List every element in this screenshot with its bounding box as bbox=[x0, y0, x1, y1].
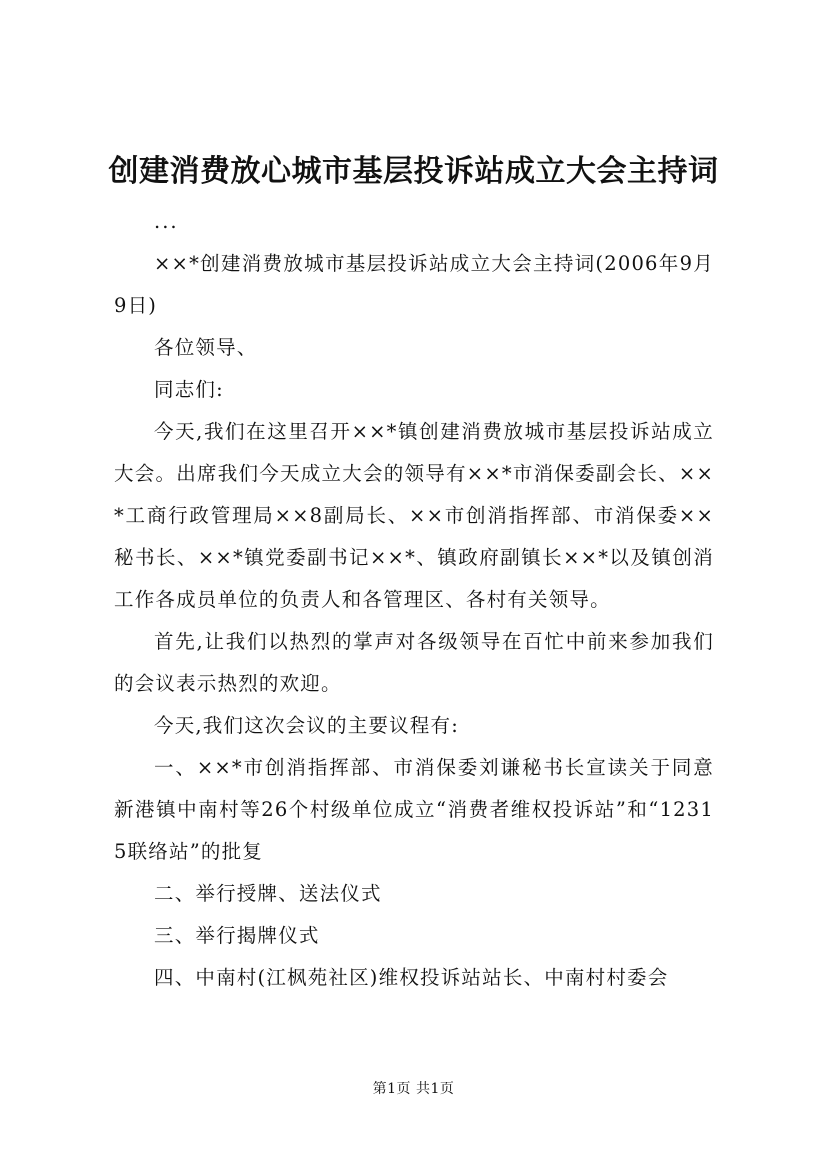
agenda-item-4: 四、中南村(江枫苑社区)维权投诉站站长、中南村村委会 bbox=[154, 966, 669, 989]
agenda-item-2: 二、举行授牌、送法仪式 bbox=[154, 882, 382, 905]
paragraph-salutation-comrades: 同志们: bbox=[154, 378, 224, 401]
ellipsis-line: ... bbox=[154, 210, 179, 233]
paragraph-agenda-intro: 今天,我们这次会议的主要议程有: bbox=[154, 714, 459, 737]
agenda-item-3: 三、举行揭牌仪式 bbox=[154, 924, 320, 947]
document-body bbox=[114, 201, 714, 999]
agenda-item-1: 一、××*市创消指挥部、市消保委刘谦秘书长宣读关于同意新港镇中南村等26个村级单位成立“消费者维权投诉站”和“12315联络站”的批复 bbox=[114, 756, 714, 863]
paragraph-salutation-leaders: 各位领导、 bbox=[154, 336, 258, 359]
document-title: 创建消费放心城市基层投诉站成立大会主持词 bbox=[108, 154, 719, 189]
page-footer: 第1页 共1页 bbox=[372, 1081, 455, 1097]
paragraph-introduction: 今天,我们在这里召开××*镇创建消费放城市基层投诉站成立大会。出席我们今天成立大会的领导有××*市消保委副会长、××*工商行政管理局××8副局长、××市创消指挥部、市消保委××秘书长、××*镇党委副书记××*、镇政府副镇长××*以及镇创消工作各成员单位的负责人和各管理区、各村有关领导。 bbox=[114, 420, 714, 611]
paragraph-heading: ××*创建消费放城市基层投诉站成立大会主持词(2006年9月9日) bbox=[114, 252, 714, 317]
paragraph-welcome: 首先,让我们以热烈的掌声对各级领导在百忙中前来参加我们的会议表示热烈的欢迎。 bbox=[114, 630, 714, 695]
